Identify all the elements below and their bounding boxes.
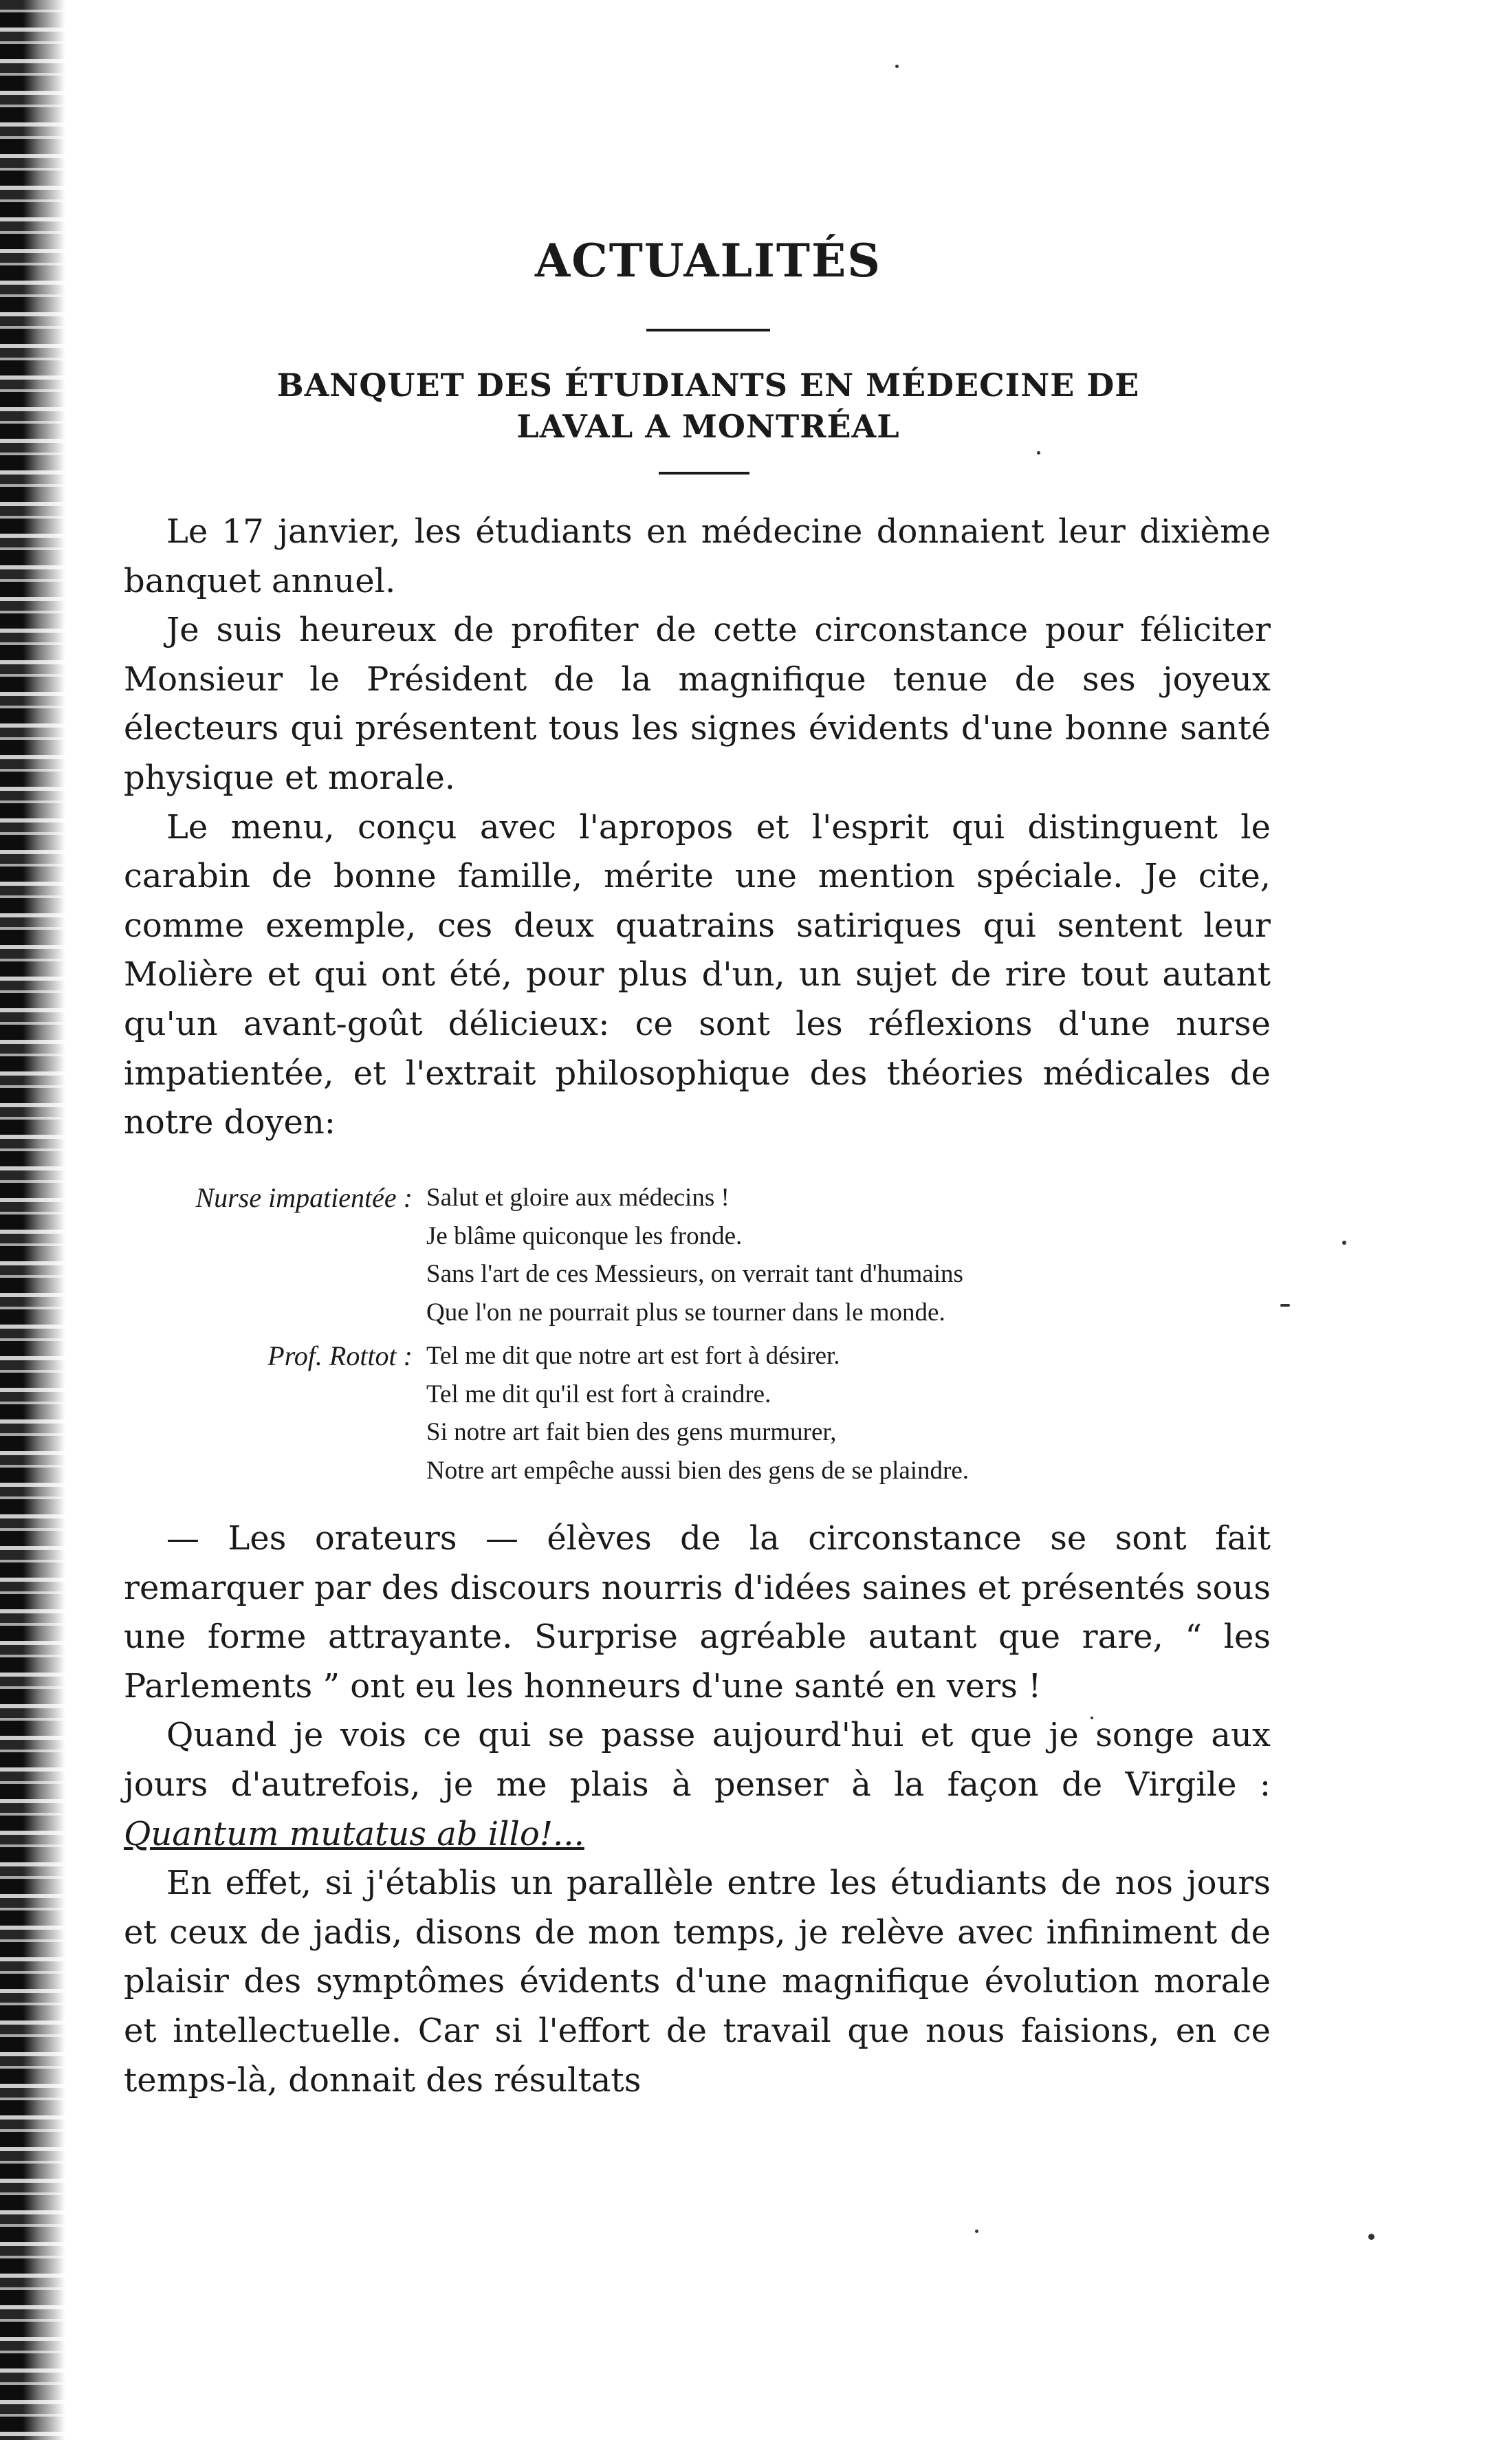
verse-line: Tel me dit que notre art est fort à désirer. bbox=[426, 1342, 840, 1370]
quatrain bbox=[124, 1179, 1293, 1331]
subtitle-rule bbox=[659, 472, 749, 475]
scan-speck bbox=[1037, 451, 1040, 455]
verse-line: Salut et gloire aux médecins ! bbox=[426, 1184, 730, 1212]
paragraph: Le 17 janvier, les étudiants en médecine donnaient leur dixième banquet annuel. bbox=[124, 512, 1271, 600]
paragraph-text: Quand je vois ce qui se passe aujourd'hui et que je songe aux jours d'autrefois, je me plais à penser à la façon de Virgile : bbox=[124, 1716, 1271, 1804]
verse-line: Notre art empêche aussi bien des gens de se plaindre. bbox=[426, 1456, 969, 1485]
scan-speck bbox=[1342, 1241, 1346, 1245]
paragraph bbox=[124, 1711, 1271, 1859]
verse-line: Si notre art fait bien des gens murmurer, bbox=[426, 1418, 837, 1446]
scan-speck bbox=[975, 2230, 978, 2233]
paragraph: Je suis heureux de profiter de cette circonstance pour féliciter Monsieur le Président de la magnifique tenue de ses joyeux électeurs qui présentent tous les signes évidents d'une bonne santé physique et morale. bbox=[124, 611, 1271, 797]
satirical-quatrains bbox=[124, 1179, 1293, 1490]
quatrain-speaker: Nurse impatientée : bbox=[195, 1182, 413, 1213]
verse-line: Sans l'art de ces Messieurs, on verrait tant d'humains bbox=[426, 1260, 963, 1288]
scan-speck bbox=[895, 65, 899, 68]
paragraph: Le menu, conçu avec l'apropos et l'esprit qui distinguent le carabin de bonne famille, mérite une mention spéciale. Je cite, comme exemple, ces deux quatrains satiriques qui sentent leur Molière et qui ont été, pour plus d'un, un sujet de rire tout autant qu'un avant-goût délicieux: ce sont les réflexions d'une nurse impatientée, et l'extrait philosophique des théories médicales de notre doyen: bbox=[124, 807, 1271, 1142]
verse-line: Tel me dit qu'il est fort à craindre. bbox=[426, 1380, 771, 1408]
scan-speck bbox=[1368, 2234, 1374, 2240]
latin-quote: Quantum mutatus ab illo!... bbox=[124, 1814, 584, 1853]
verse-line: Je blâme quiconque les fronde. bbox=[426, 1221, 743, 1250]
paragraph: En effet, si j'établis un parallèle entre les étudiants de nos jours et ceux de jadis, disons de mon temps, je relève avec infiniment de plaisir des symptômes évidents d'une magnifique évolution morale et intellectuelle. Car si l'effort de travail que nous faisions, en ce temps-là, donnait des résultats bbox=[124, 1864, 1271, 2100]
intro-text bbox=[124, 508, 1271, 1148]
verse-line: Que l'on ne pourrait plus se tourner dans le monde. bbox=[426, 1298, 945, 1327]
title-rule bbox=[646, 329, 770, 331]
article-subtitle bbox=[0, 364, 1416, 447]
paragraph: — Les orateurs — élèves de la circonstance se sont fait remarquer par des discours nourris d'idées saines et présentés sous une forme attrayante. Surprise agréable autant que rare, “ les Parlements ” ont eu les honneurs d'une santé en vers ! bbox=[124, 1519, 1271, 1706]
quatrain bbox=[124, 1337, 1293, 1490]
subtitle-line: BANQUET DES ÉTUDIANTS EN MÉDECINE DE bbox=[276, 367, 1140, 404]
quatrain-speaker: Prof. Rottot : bbox=[267, 1340, 413, 1371]
page-title: ACTUALITÉS bbox=[535, 234, 881, 287]
subtitle-line: LAVAL A MONTRÉAL bbox=[516, 408, 900, 445]
closing-text bbox=[124, 1514, 1271, 2105]
